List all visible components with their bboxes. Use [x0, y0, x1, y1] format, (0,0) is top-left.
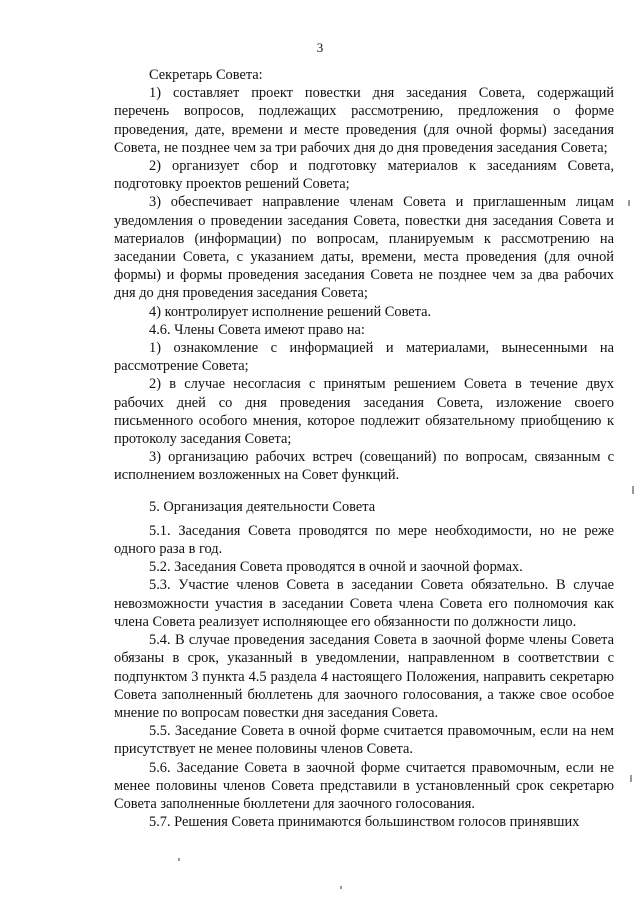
paragraph-secretary-duty-2: 2) организует сбор и подготовку материалов к заседаниям Совета, подготовку проектов решений Совета; — [114, 158, 614, 193]
paragraph-secretary-duty-4: 4) контролирует исполнение решений Совета. — [149, 303, 432, 320]
scan-speck — [632, 486, 634, 494]
paragraph-5-7: 5.7. Решения Совета принимаются большинством голосов принявших — [149, 814, 580, 831]
scan-speck — [178, 858, 180, 861]
paragraph-secretary-duty-3: 3) обеспечивает направление членам Совета и приглашенным лицам уведомления о проведении заседания Совета, повестки дня заседания Совета и материалов (информации) по вопросам, планируемым к рассмотрению на заседании Совета, с указанием даты, времени, места проведения (для очной формы) и формы проведения заседания Совета не позднее чем за два рабочих дня до дня проведения заседания Совета; — [114, 194, 614, 302]
paragraph-member-right-2: 2) в случае несогласия с принятым решением Совета в течение двух рабочих дней со дня проведения заседания Совета, изложение своего письменного особого мнения, которое подлежит обязательному приобщению к протоколу заседания Совета; — [114, 376, 614, 448]
paragraph-member-rights-intro: 4.6. Члены Совета имеют право на: — [149, 321, 365, 338]
page-number: 3 — [316, 40, 324, 55]
paragraph-5-4: 5.4. В случае проведения заседания Совета в заочной форме члены Совета обязаны в срок, указанный в уведомлении, направленном в соответствии с подпунктом 3 пункта 4.5 раздела 4 настоящего Положения, направить секретарю Совета заполненный бюллетень для заочного голосования, а также свое особое мнение по вопросам повестки дня заседания Совета. — [114, 632, 614, 721]
paragraph-5-2: 5.2. Заседания Совета проводятся в очной и заочной формах. — [149, 559, 523, 576]
paragraph-5-3: 5.3. Участие членов Совета в заседании Совета обязательно. В случае невозможности участия в заседании Совета члена Совета его полномочия как члена Совета реализует исполняющее его обязанности по должности лицо. — [114, 577, 614, 630]
paragraph-secretary-duty-1: 1) составляет проект повестки дня заседания Совета, содержащий перечень вопросов, подлежащих рассмотрению, предложения о форме проведения, дате, времени и месте проведения (для очной формы) заседания Совета, не позднее чем за три рабочих дня до дня проведения заседания Совета; — [114, 85, 614, 156]
paragraph-5-5: 5.5. Заседание Совета в очной форме считается правомочным, если на нем присутствует не менее половины членов Совета. — [114, 723, 614, 758]
scan-speck — [628, 200, 630, 206]
paragraph-secretary-intro: Секретарь Совета: — [149, 67, 263, 83]
scan-speck — [340, 886, 342, 889]
paragraph-member-right-1: 1) ознакомление с информацией и материалами, вынесенными на рассмотрение Совета; — [114, 340, 614, 375]
paragraph-member-right-3: 3) организацию рабочих встреч (совещаний) по вопросам, связанным с исполнением возложенных на Совет функций. — [114, 449, 614, 484]
section-heading: 5. Организация деятельности Совета — [149, 498, 376, 515]
paragraph-5-1: 5.1. Заседания Совета проводятся по мере необходимости, но не реже одного раза в год. — [114, 522, 614, 558]
scan-speck — [630, 775, 632, 782]
paragraph-5-6: 5.6. Заседание Совета в заочной форме считается правомочным, если не менее половины членов Совета представили в установленный срок секретарю Совета заполненные бюллетени для заочного голосования. — [114, 759, 614, 812]
document-body — [114, 66, 614, 831]
